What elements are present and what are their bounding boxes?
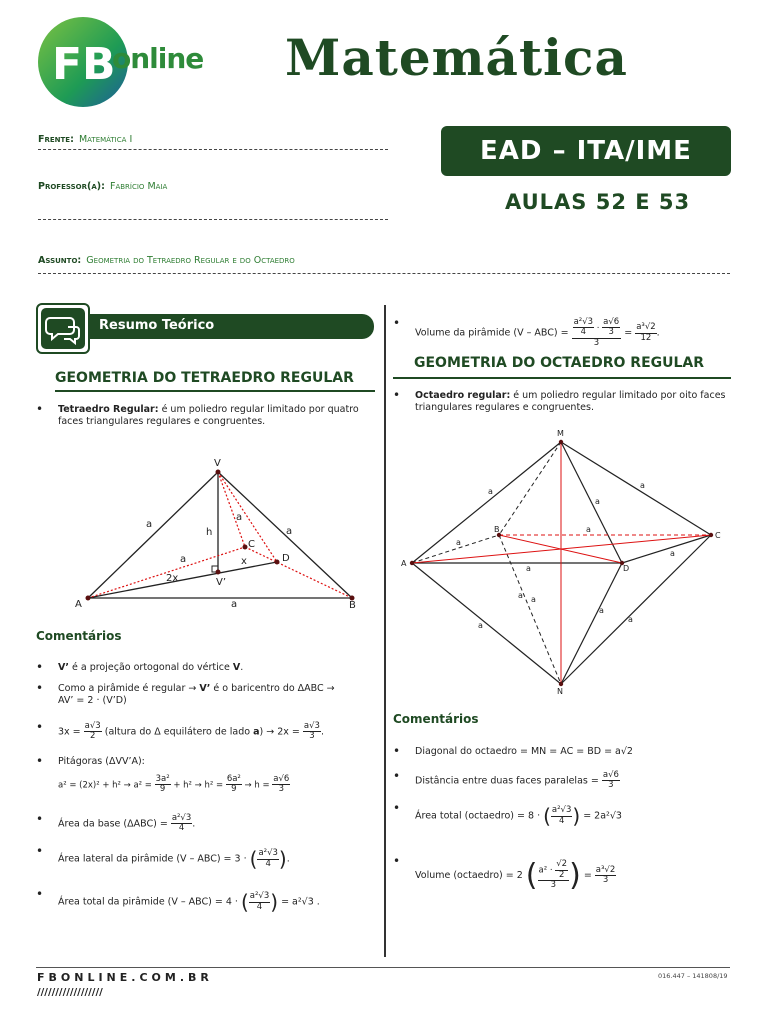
c5-end: . xyxy=(192,818,196,830)
professor-label: Professor(a): xyxy=(38,181,105,192)
c4-d2: 9 xyxy=(231,784,237,795)
svg-text:FB: FB xyxy=(52,39,116,90)
comment-2 xyxy=(58,683,376,708)
c3-text2: (altura do Δ equilátero de lado xyxy=(101,726,254,738)
vol-eq: = xyxy=(621,327,636,339)
c6-text: Área lateral da pirâmide (V – ABC) = 3 · xyxy=(58,853,250,865)
resumo-title: Resumo Teórico xyxy=(99,318,215,333)
comentarios-left: Comentários xyxy=(36,629,122,643)
c2-line2: AV’ = 2 · (V’D) xyxy=(58,695,127,707)
r3-den: 4 xyxy=(558,815,565,826)
c4-text: Pitágoras (ΔVV’A): xyxy=(58,756,145,767)
label-C: C xyxy=(248,539,255,550)
oct-label-a7: a xyxy=(670,549,675,558)
c5-text: Área da base (ΔABC) = xyxy=(58,818,171,830)
octaedro-definition xyxy=(415,390,733,415)
assunto-row xyxy=(38,248,730,274)
oct-label-a3: a xyxy=(595,497,600,506)
volume-piramide: • Volume da pirâmide (V – ABC) = $\frac{\text{a²√3}}{4}$ · $\frac{a√6}{3}$ 3 = $\frac{\text{a³√2}}{12}$ . xyxy=(415,318,735,348)
oct-label-a12: a xyxy=(628,615,633,624)
c3-text: 3x = xyxy=(58,726,84,738)
vol-text: Volume da pirâmide (V – ABC) = xyxy=(415,327,572,339)
label-x: x xyxy=(241,556,247,567)
c3-num: a√3 xyxy=(84,721,101,731)
vol-d2: 3 xyxy=(608,327,614,338)
pitagoras-equation xyxy=(58,775,378,795)
vol-n1: a²√3 xyxy=(573,317,594,327)
footer-slashes: ////////////////// xyxy=(37,987,103,998)
oct-label-a10: a xyxy=(478,621,483,630)
vol-d1: 4 xyxy=(580,327,587,338)
oct-label-a8: a xyxy=(518,591,523,600)
octaedro-def-text: é um poliedro regular limitado por oito faces triangulares regulares e congruentes. xyxy=(415,390,726,414)
c3-num2: a√3 xyxy=(303,721,320,731)
octaedro-term: Octaedro regular: xyxy=(415,390,511,401)
frente-row xyxy=(38,127,388,150)
oct-label-a1: a xyxy=(488,487,493,496)
tetraedro-def-text: é um poliedro regular limitado por quatro faces triangulares regulares e congruentes. xyxy=(58,404,359,428)
oct-label-C: C xyxy=(715,531,721,540)
logo-wordmark: online xyxy=(112,42,204,75)
c7-den: 4 xyxy=(256,901,263,912)
octa-comment-2 xyxy=(415,771,733,791)
r4-inner-n: √2 xyxy=(556,859,568,870)
vol-d3: 12 xyxy=(640,332,652,343)
footer-code: 016.447 – 141808/19 xyxy=(658,972,728,980)
label-D: D xyxy=(282,553,290,564)
r3-text: Área total (octaedro) = 8 · xyxy=(415,810,544,822)
r2-den: 3 xyxy=(608,780,614,791)
label-B: B xyxy=(349,600,356,611)
c1-end: . xyxy=(240,662,244,673)
c3-text3: ) → 2x = xyxy=(259,726,303,738)
r4-text: Volume (octaedro) = 2 xyxy=(415,870,526,881)
comentarios-right: Comentários xyxy=(393,712,479,726)
comment-3 xyxy=(58,722,376,742)
label-V: V xyxy=(214,458,221,469)
label-a3: a xyxy=(236,512,243,523)
r2-num: a√6 xyxy=(602,770,619,780)
c4-n2: 6a² xyxy=(226,774,241,784)
c2-text: Como a pirâmide é regular → xyxy=(58,683,200,694)
r2-text: Distância entre duas faces paralelas = xyxy=(415,775,602,787)
frente-label: Frente: xyxy=(38,134,74,145)
oct-label-a9: a xyxy=(531,595,536,604)
ead-badge: EAD – ITA/IME xyxy=(441,126,731,176)
c4-eq-c: → h = xyxy=(241,780,273,791)
c1-text: é a projeção ortogonal do vértice xyxy=(68,662,233,673)
footer-line xyxy=(36,967,730,968)
tetraedro-term: Tetraedro Regular: xyxy=(58,404,159,415)
oct-label-B: B xyxy=(494,525,500,534)
c1-bold2: V xyxy=(232,662,241,673)
r4-inner-d: 2 xyxy=(558,869,565,880)
c3-den: 2 xyxy=(89,731,96,742)
r1-text: Diagonal do octaedro = MN = AC = BD = a√2 xyxy=(415,746,633,757)
c4-d1: 9 xyxy=(159,784,166,795)
footer-site: FBONLINE.COM.BR xyxy=(37,971,213,984)
c2-bold: V’ xyxy=(199,683,211,694)
c5-num: a²√3 xyxy=(171,813,192,823)
label-A: A xyxy=(75,599,82,610)
octaedro-heading: GEOMETRIA DO OCTAEDRO REGULAR xyxy=(414,355,705,371)
octaedro-underline xyxy=(393,377,731,379)
label-2x: 2x xyxy=(166,573,179,584)
c4-eq-b: + h² → h² = xyxy=(170,780,226,791)
c1-bold: V’ xyxy=(58,662,69,673)
oct-label-a4: a xyxy=(456,538,461,547)
c3-bold: a xyxy=(253,726,260,738)
c6-den: 4 xyxy=(265,858,271,869)
octa-comment-1 xyxy=(415,746,733,758)
c3-den2: 3 xyxy=(309,731,315,742)
oct-label-a5: a xyxy=(586,525,591,534)
comment-4 xyxy=(58,756,376,768)
vol-n3: a³√2 xyxy=(636,322,656,333)
r4-den: 3 xyxy=(550,880,556,891)
assunto-value: Geometria do Tetraedro Regular e do Octaedro xyxy=(86,255,295,266)
c6-end: . xyxy=(286,853,290,865)
assunto-label: Assunto: xyxy=(38,255,82,266)
label-a1: a xyxy=(146,519,153,530)
r3-num: a²√3 xyxy=(551,805,572,816)
professor-value: Fabrício Maia xyxy=(109,181,168,192)
c2-text2: é o baricentro do ΔABC → xyxy=(210,683,335,694)
octaedro-figure xyxy=(398,428,728,698)
c4-n3: a√6 xyxy=(273,774,290,784)
oct-label-M: M xyxy=(557,429,564,438)
tetraedro-figure xyxy=(70,455,370,615)
c4-d3: 3 xyxy=(278,784,285,795)
speech-bubble-icon xyxy=(38,305,88,352)
r4-eq: = xyxy=(580,870,595,881)
frente-value: Matemática I xyxy=(78,134,133,145)
tetraedro-definition xyxy=(58,404,376,429)
comment-1 xyxy=(58,662,376,674)
column-divider xyxy=(384,305,386,957)
label-a2: a xyxy=(286,526,293,537)
label-a4: a xyxy=(180,554,187,565)
c6-num: a²√3 xyxy=(258,848,278,859)
r4-inner-a: a² · xyxy=(538,865,556,876)
r4-num: a³√2 xyxy=(595,864,616,875)
chat-icon xyxy=(36,303,90,354)
label-Vp: V’ xyxy=(216,577,227,588)
vol-end: . xyxy=(656,327,660,339)
oct-label-a11: a xyxy=(599,606,604,615)
oct-label-a6: a xyxy=(526,564,531,573)
c4-n1: 3a² xyxy=(155,774,170,784)
vol-den: 3 xyxy=(593,337,600,348)
c4-eq-a: a² = (2x)² + h² → a² = xyxy=(58,780,155,791)
aulas-label: AULAS 52 E 53 xyxy=(505,190,691,214)
c3-end: . xyxy=(320,726,324,738)
label-a5: a xyxy=(231,599,238,610)
tetraedro-heading: GEOMETRIA DO TETRAEDRO REGULAR xyxy=(55,370,354,386)
professor-row xyxy=(38,174,388,220)
r4-d: 3 xyxy=(602,875,609,885)
c5-den: 4 xyxy=(178,823,185,834)
comment-7: • Área total da pirâmide (V – ABC) = 4 · ( $\frac{\text{a²√3}}{4}$ ) = a²√3 . xyxy=(58,889,376,915)
comment-6: • Área lateral da pirâmide (V – ABC) = 3 · ( $\frac{\text{a²√3}}{4}$ ). xyxy=(58,846,376,872)
vol-n2: a√6 xyxy=(603,317,620,327)
label-h: h xyxy=(206,527,213,538)
oct-label-D: D xyxy=(623,564,630,573)
c7-num: a²√3 xyxy=(249,891,270,902)
oct-label-N: N xyxy=(557,687,563,696)
oct-label-A: A xyxy=(401,559,407,568)
oct-label-a2: a xyxy=(640,481,645,490)
octa-comment-4: • Volume (octaedro) = 2 ( a² · $\frac{√2}{2}$ 3 ) = $\frac{\text{a³√2}}{3}$ xyxy=(415,856,733,895)
page-title: Matemática xyxy=(285,28,628,87)
c7-text: Área total da pirâmide (V – ABC) = 4 · xyxy=(58,896,241,908)
octa-comment-3: • Área total (octaedro) = 8 · ( $\frac{\text{a²√3}}{4}$ ) = 2a²√3 xyxy=(415,803,733,829)
c7-end: = a²√3 . xyxy=(278,896,320,908)
r3-end: = 2a²√3 xyxy=(580,810,622,822)
comment-5 xyxy=(58,814,376,834)
tetraedro-underline xyxy=(55,390,375,392)
